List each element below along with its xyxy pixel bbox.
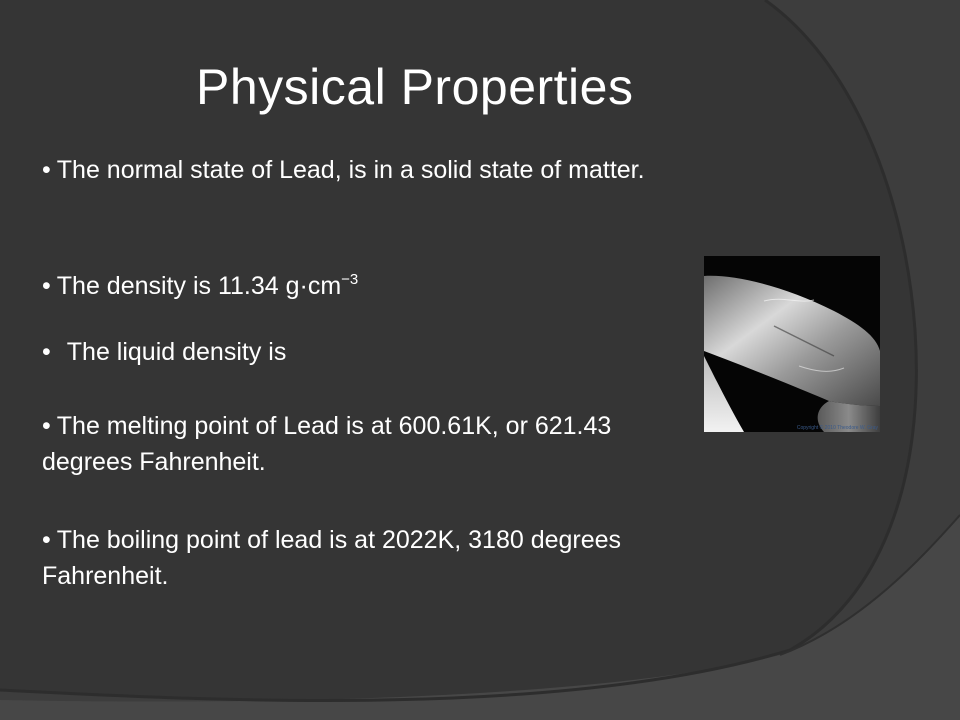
bullet-melting-point	[42, 408, 682, 480]
bullet-liquid-density	[42, 334, 682, 370]
bullet-marker: •	[42, 272, 51, 300]
bullet-marker: •	[42, 412, 51, 440]
bullet-text: The boiling point of lead is at 2022K, 3180 degrees Fahrenheit.	[42, 526, 622, 590]
bullet-text: The melting point of Lead is at 600.61K, or 621.43 degrees Fahrenheit.	[42, 412, 612, 476]
lead-ingot-image	[704, 256, 880, 432]
bullet-density	[42, 268, 682, 304]
density-exponent: −3	[341, 271, 359, 288]
bullet-normal-state	[42, 152, 682, 188]
slide-title: Physical Properties	[196, 59, 634, 115]
bullet-text: The liquid density is	[66, 338, 287, 366]
bullet-text: The density is 11.34 g·cm	[56, 272, 342, 300]
bullet-marker: •	[42, 156, 51, 184]
lead-ingot-photo	[704, 256, 880, 432]
bullet-marker: •	[42, 338, 51, 366]
bullet-boiling-point	[42, 522, 682, 594]
photo-credit: Copyright © 2010 Theodore W. Gray	[796, 425, 878, 431]
bullet-marker: •	[42, 526, 51, 554]
bullet-text: The normal state of Lead, is in a solid state of matter.	[56, 156, 645, 184]
